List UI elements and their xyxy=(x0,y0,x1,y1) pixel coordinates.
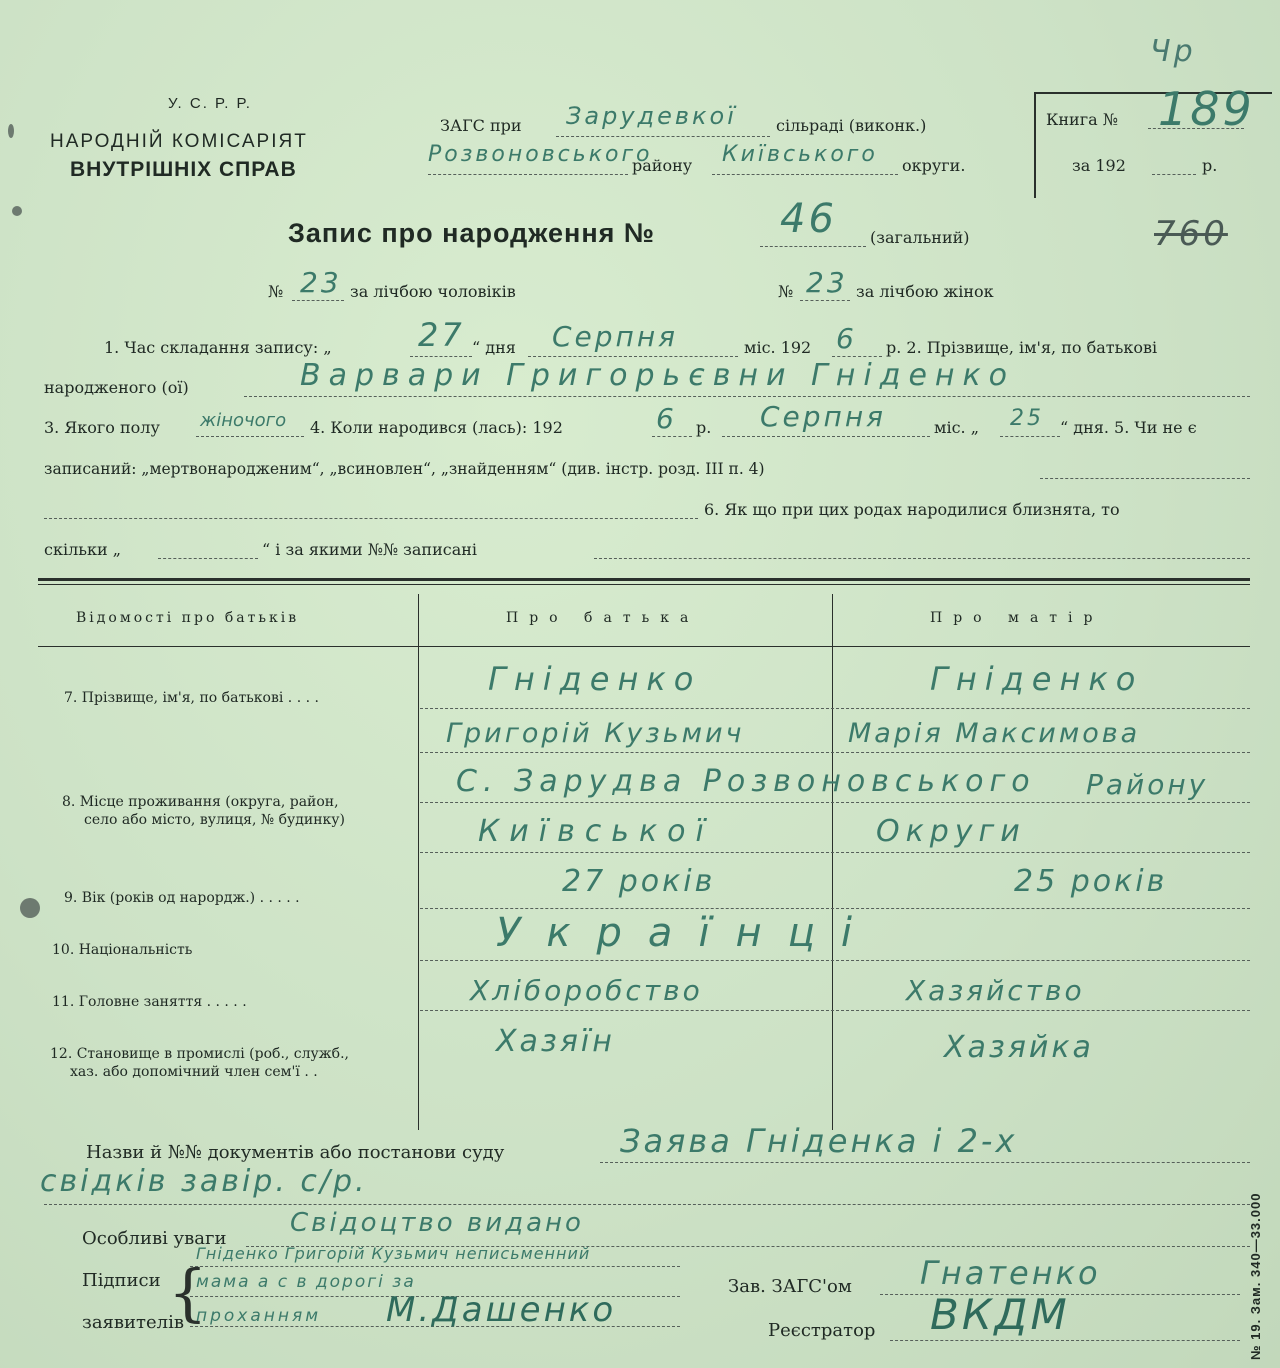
field-6-numbers-line xyxy=(594,558,1250,559)
father-nationality: Українці xyxy=(496,910,879,956)
field-5-value-line xyxy=(1040,478,1250,479)
field-1-label: 1. Час складання запису: „ xyxy=(104,338,332,357)
field-6-count-line xyxy=(158,558,258,559)
father-okrug: Київської xyxy=(478,814,714,849)
row-rule xyxy=(420,1010,1250,1011)
field-3-label: 3. Якого полу xyxy=(44,418,160,437)
zags-line xyxy=(556,136,770,137)
field-1-day-line xyxy=(410,356,472,357)
sig-text-3: проханням xyxy=(196,1306,322,1326)
year-label: за 192 xyxy=(1072,156,1126,175)
binder-hole xyxy=(8,124,14,138)
table-header-mother: Про матір xyxy=(930,610,1104,626)
binder-hole xyxy=(20,898,40,918)
women-no-label: № xyxy=(778,282,794,301)
table-header-info: Відомості про батьків xyxy=(76,610,300,626)
zags-prefix: ЗАГС при xyxy=(440,116,522,135)
district-line xyxy=(428,174,628,175)
book-number: 189 xyxy=(1158,82,1255,136)
sig-text-2: мама а с в дорогі за xyxy=(196,1272,416,1292)
field-4-year: 6 xyxy=(656,402,677,435)
field-2-value: Варвари Григорьєвни Гніденко xyxy=(300,358,1015,393)
docs-label: Назви й №№ документів або постанови суду xyxy=(86,1142,505,1163)
men-suffix: за лічбою чоловіків xyxy=(350,282,516,301)
print-mark: № 19. Зам. 340—33.000 xyxy=(1248,1192,1263,1360)
docs-value-2: свідків завір. с/р. xyxy=(40,1164,368,1199)
field-1-month: Серпня xyxy=(552,320,679,353)
field-1-day-suffix: “ дня xyxy=(472,338,516,357)
row-label-status-2: хаз. або допомічний член сем'ї . . xyxy=(70,1064,318,1080)
field-3-value: жіночого xyxy=(200,410,287,431)
field-4-r: р. xyxy=(696,418,712,437)
field-6-line2-b: “ і за якими №№ записані xyxy=(262,540,478,559)
ussr-heading: У. С. Р. Р. xyxy=(168,95,252,112)
mother-status: Хазяйка xyxy=(944,1030,1094,1065)
brace: { xyxy=(168,1256,208,1329)
men-no-label: № xyxy=(268,282,284,301)
field-4-day-line xyxy=(1000,436,1060,437)
table-col-divider-2 xyxy=(832,594,833,1130)
okrug-label: округи. xyxy=(902,156,966,175)
field-1-year: 6 xyxy=(836,322,857,355)
women-suffix: за лічбою жінок xyxy=(856,282,994,301)
row-label-age: 9. Вік (років од нарордж.) . . . . . xyxy=(64,890,300,906)
field-4-day-suffix: “ дня. 5. Чи не є xyxy=(1060,418,1197,437)
docs-line xyxy=(600,1162,1250,1163)
row-rule xyxy=(420,852,1250,853)
father-age: 27 років xyxy=(562,864,716,899)
head-signature: Гнатенко xyxy=(920,1254,1101,1292)
book-label: Книга № xyxy=(1046,110,1118,129)
field-4-month-line xyxy=(722,436,930,437)
record-suffix: (загальний) xyxy=(870,228,970,247)
row-label-occupation: 11. Головне заняття . . . . . xyxy=(52,994,247,1010)
signatures-label: Підписи xyxy=(82,1270,161,1291)
field-4-day: 25 xyxy=(1010,406,1044,431)
year-suffix: р. xyxy=(1202,156,1218,175)
field-3-line xyxy=(196,436,304,437)
sig-text-1: Гніденко Григорій Кузьмич неписьменний xyxy=(196,1244,591,1263)
row-label-status: 12. Становище в промислі (роб., служб., xyxy=(50,1046,349,1062)
field-6-label: 6. Як що при цих родах народилися близнята, то xyxy=(704,500,1120,519)
notes-value: Свідоцтво видано xyxy=(290,1208,584,1238)
district-handwritten: Розвоновського xyxy=(428,142,653,167)
women-no-line xyxy=(800,300,850,301)
field-4-label: 4. Коли народився (лась): 192 xyxy=(310,418,563,437)
side-number: 760 xyxy=(1154,214,1228,254)
registrar-label: Реєстратор xyxy=(768,1320,876,1341)
row-rule xyxy=(420,752,1250,753)
mother-surname: Гніденко xyxy=(930,660,1144,698)
record-title: Запис про народження № xyxy=(288,218,656,248)
mother-name: Марія Максимова xyxy=(848,718,1141,749)
row-rule xyxy=(420,802,1250,803)
field-1-day: 27 xyxy=(418,316,465,354)
okrug-handwritten: Київського xyxy=(722,142,878,167)
field-4-month: Серпня xyxy=(760,400,887,433)
mother-age: 25 років xyxy=(1014,864,1168,899)
father-residence: С. Зарудва Розвоновського xyxy=(456,764,1036,799)
men-number: 23 xyxy=(300,266,342,299)
okrug-line xyxy=(712,174,898,175)
father-occupation: Хліборобство xyxy=(470,974,703,1007)
table-header-rule xyxy=(38,646,1250,647)
registrar-signature: ВКДМ xyxy=(930,1290,1070,1339)
docs-value: Заява Гніденка і 2-х xyxy=(620,1122,1018,1160)
father-status: Хазяїн xyxy=(496,1024,615,1059)
field-2-label: р. 2. Прізвище, ім'я, по батькові xyxy=(886,338,1158,357)
corner-mark: Чр xyxy=(1150,34,1196,69)
binder-hole xyxy=(12,206,22,216)
table-top-rule xyxy=(38,578,1250,581)
zags-handwritten: Зарудевкої xyxy=(566,102,737,130)
field-4-month-suffix: міс. „ xyxy=(934,418,979,437)
table-top-rule-thin xyxy=(38,584,1250,585)
field-1-month-line xyxy=(528,356,738,357)
sig-line-1 xyxy=(190,1266,680,1267)
field-6-lead-line xyxy=(44,518,698,519)
row-rule xyxy=(420,908,1250,909)
row-label-residence: 8. Місце проживання (округа, район, xyxy=(62,794,339,810)
father-name: Григорій Кузьмич xyxy=(446,718,745,749)
notes-label: Особливі уваги xyxy=(82,1228,227,1249)
mother-okrug: Округи xyxy=(876,814,1026,849)
row-label-residence-2: село або місто, вулиця, № будинку) xyxy=(84,812,346,828)
head-label: Зав. ЗАГС'ом xyxy=(728,1276,852,1297)
women-number: 23 xyxy=(806,266,848,299)
applicants-label: заявителів xyxy=(82,1312,184,1333)
field-1-year-line xyxy=(832,356,882,357)
row-rule xyxy=(420,708,1250,709)
mother-occupation: Хазяйство xyxy=(906,974,1085,1007)
men-no-line xyxy=(292,300,344,301)
row-rule xyxy=(420,960,1250,961)
internal-affairs-heading: ВНУТРІШНІХ СПРАВ xyxy=(70,158,297,181)
field-2-value-line xyxy=(244,396,1250,397)
table-header-father: Про батька xyxy=(506,610,700,626)
mother-residence: Району xyxy=(1086,768,1209,801)
row-label-nationality: 10. Національність xyxy=(52,942,193,958)
applicant-signature: М.Дашенко xyxy=(386,1290,617,1330)
record-number-line xyxy=(760,246,866,247)
record-number: 46 xyxy=(780,196,837,242)
field-6-line2-a: скільки „ xyxy=(44,540,121,559)
district-label: району xyxy=(632,156,693,175)
row-label-surname: 7. Прізвище, ім'я, по батькові . . . . xyxy=(64,690,319,706)
council-suffix: сільраді (виконк.) xyxy=(776,116,927,135)
field-5-line2: записаний: „мертвонародженим“, „всиновлен“, „знайденням“ (див. інстр. розд. III п. 4) xyxy=(44,460,765,478)
commissariat-heading: НАРОДНІЙ КОМІСАРІЯТ xyxy=(50,131,308,152)
table-col-divider-1 xyxy=(418,594,419,1130)
field-4-year-line xyxy=(652,436,692,437)
father-surname: Гніденко xyxy=(488,660,702,698)
year-line xyxy=(1152,174,1196,175)
field-2-line2-label: народженого (ої) xyxy=(44,378,189,397)
registrar-line xyxy=(890,1340,1240,1341)
docs-line-2 xyxy=(44,1204,1250,1205)
field-1-month-suffix: міс. 192 xyxy=(744,338,812,357)
